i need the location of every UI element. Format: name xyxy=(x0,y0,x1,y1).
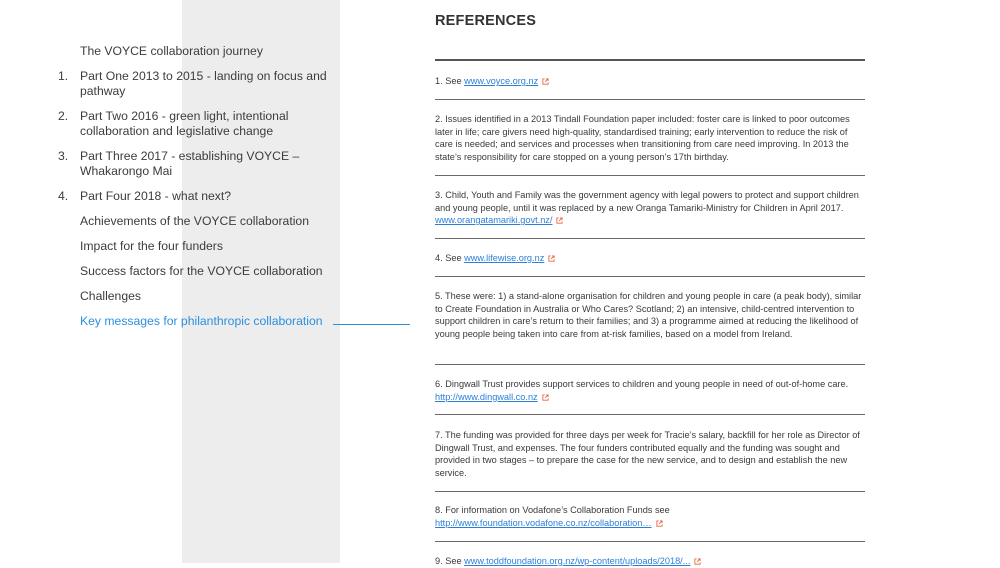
reference-item-1: 1. See www.voyce.org.nz xyxy=(435,75,865,88)
external-link-icon[interactable] xyxy=(656,520,663,527)
reference-item-4: 4. See www.lifewise.org.nz xyxy=(435,252,865,265)
toc-item-label: Challenges xyxy=(80,289,141,303)
reference-link[interactable]: www.orangatamariki.govt.nz/ xyxy=(435,215,553,226)
reference-link[interactable]: www.lifewise.org.nz xyxy=(464,253,545,263)
toc-item-part-two[interactable] xyxy=(58,109,328,139)
reference-link[interactable]: www.toddfoundation.org.nz/wp-content/uploads/2018/... xyxy=(464,556,691,566)
references-title: REFERENCES xyxy=(435,13,537,29)
toc-item-label: Part Four 2018 - what next? xyxy=(80,189,232,203)
external-link-icon[interactable] xyxy=(542,394,549,401)
toc-item-label: Part One 2013 to 2015 - landing on focus and pathway xyxy=(80,69,327,98)
toc-item-part-three[interactable] xyxy=(58,149,328,179)
toc-item-part-four[interactable] xyxy=(58,189,231,204)
reference-item-9: 9. See www.toddfoundation.org.nz/wp-content/uploads/2018/... xyxy=(435,555,865,568)
toc-item-number: 4. xyxy=(58,189,69,203)
reference-link[interactable]: http://www.foundation.vodafone.co.nz/collaboration… xyxy=(435,517,652,528)
reference-link[interactable]: www.voyce.org.nz xyxy=(464,76,539,86)
toc-item-label: Part Three 2017 - establishing VOYCE – Whakarongo Mai xyxy=(80,149,300,178)
title-divider xyxy=(435,59,865,61)
reference-item-7: 7. The funding was provided for three days per week for Tracie’s salary, backfill for her role as Director of Dingwall Trust, and expenses. The four funders contributed equally and the funding was sought and provided in two stages – to prepare the case for the new service, and to design and establish the new service. xyxy=(435,430,860,478)
reference-item-8: 8. For information on Vodafone’s Collaboration Funds see http://www.foundation.vodafone.co.nz/collaboration… xyxy=(435,505,670,528)
toc-item-key-messages[interactable] xyxy=(58,314,323,329)
toc-item-achievements[interactable] xyxy=(58,214,309,229)
reference-divider xyxy=(435,491,865,492)
toc-item-label: Part Two 2016 - green light, intentional collaboration and legislative change xyxy=(80,109,289,138)
reference-divider xyxy=(435,541,865,542)
toc-item-number: 2. xyxy=(58,109,69,123)
reference-item-6: 6. Dingwall Trust provides support services to children and young people in need of out-of-home care. http://www.dingwall.co.nz xyxy=(435,379,849,402)
reference-link[interactable]: http://www.dingwall.co.nz xyxy=(435,391,538,402)
active-item-connector xyxy=(333,324,410,325)
toc-item-label: Success factors for the VOYCE collaboration xyxy=(80,264,323,278)
toc-item-number: 1. xyxy=(58,69,69,83)
toc-item-label: The VOYCE collaboration journey xyxy=(80,44,263,58)
reference-divider xyxy=(435,99,865,100)
toc-item-success-factors[interactable] xyxy=(58,264,323,279)
toc-item-label: Impact for the four funders xyxy=(80,239,223,253)
toc-item-challenges[interactable] xyxy=(58,289,141,304)
toc-item-journey[interactable] xyxy=(58,44,263,59)
reference-divider xyxy=(435,276,865,277)
external-link-icon[interactable] xyxy=(556,217,563,224)
reference-item-2: 2. Issues identified in a 2013 Tindall Foundation paper included: foster care is linked to poor outcomes later in life; care givers need high-quality, standardised training; early intervention to reduce the risk of care is needed; and services and processes when transitioning from care need improving. In 2013 the state’s responsibility for care stopped on a young person’s 17th birthday. xyxy=(435,114,850,162)
reference-item-3: 3. Child, Youth and Family was the government agency with legal powers to protect and support children and young people, until it was replaced by a new Oranga Tamariki-Ministry for Children in April 2017. www.orangatamariki.govt.nz/ xyxy=(435,190,859,226)
reference-divider xyxy=(435,238,865,239)
toc-item-impact[interactable] xyxy=(58,239,223,254)
toc-item-label: Achievements of the VOYCE collaboration xyxy=(80,214,309,228)
toc-item-number: 3. xyxy=(58,149,69,163)
external-link-icon[interactable] xyxy=(548,255,555,262)
external-link-icon[interactable] xyxy=(542,78,549,85)
reference-divider xyxy=(435,414,865,415)
toc-item-label: Key messages for philanthropic collaboration xyxy=(80,314,323,328)
reference-item-5: 5. These were: 1) a stand-alone organisation for children and young people in care (a peak body), similar to Create Foundation in Australia or Who Cares? Scotland; 2) an intensive, child-centred intervention to support children in care’s return to their families; and 3) a programme aimed at reducing the likelihood of young people being taken into care from at-risk families, based on a model from Ireland. xyxy=(435,291,862,339)
reference-divider xyxy=(435,175,865,176)
reference-divider xyxy=(435,364,865,365)
external-link-icon[interactable] xyxy=(694,558,701,565)
toc-item-part-one[interactable] xyxy=(58,69,328,99)
